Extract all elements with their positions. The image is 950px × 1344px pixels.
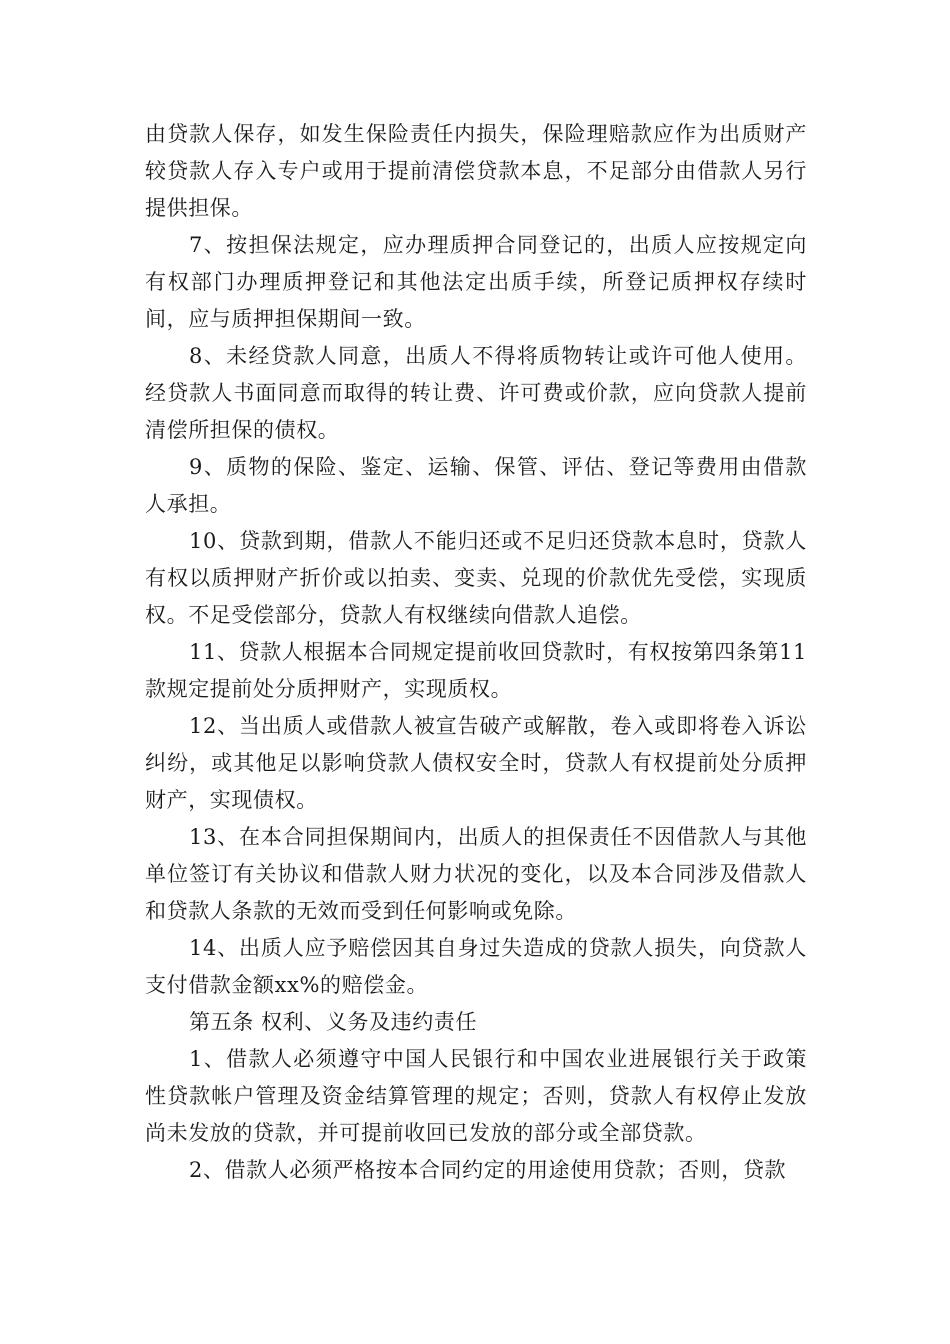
article-5-clause-1: 1、借款人必须遵守中国人民银行和中国农业进展银行关于政策性贷款帐户管理及资金结算管理的规定；否则，贷款人有权停止发放尚未发放的贷款，并可提前收回已发放的部分或全部贷款。 [145,1047,807,1145]
clause-7: 7、按担保法规定，应办理质押合同登记的，出质人应按规定向有权部门办理质押登记和其他法定出质手续，所登记质押权存续时间，应与质押担保期间一致。 [145,233,807,331]
clause-14: 14、出质人应予赔偿因其自身过失造成的贷款人损失，向贷款人支付借款金额xx%的赔偿金。 [145,936,807,997]
clause-10: 10、贷款到期，借款人不能归还或不足归还贷款本息时，贷款人有权以质押财产折价或以拍卖、变卖、兑现的价款优先受偿，实现质权。不足受偿部分，贷款人有权继续向借款人追偿。 [145,529,807,627]
paragraph-continuation: 由贷款人保存，如发生保险责任内损失，保险理赔款应作为出质财产较贷款人存入专户或用于提前清偿贷款本息，不足部分由借款人另行提供担保。 [145,122,807,220]
clause-8: 8、未经贷款人同意，出质人不得将质物转让或许可他人使用。经贷款人书面同意而取得的转让费、许可费或价款，应向贷款人提前清偿所担保的债权。 [145,344,807,442]
article-5-heading: 第五条 权利、义务及违约责任 [189,1010,478,1034]
clause-13: 13、在本合同担保期间内，出质人的担保责任不因借款人与其他单位签订有关协议和借款人财力状况的变化，以及本合同涉及借款人和贷款人条款的无效而受到任何影响或免除。 [145,825,807,923]
clause-11: 11、贷款人根据本合同规定提前收回贷款时，有权按第四条第11款规定提前处分质押财产，实现质权。 [145,640,807,701]
article-5-clause-2: 2、借款人必须严格按本合同约定的用途使用贷款；否则，贷款 [189,1158,787,1182]
clause-12: 12、当出质人或借款人被宣告破产或解散，卷入或即将卷入诉讼纠纷，或其他足以影响贷款人债权安全时，贷款人有权提前处分质押财产，实现债权。 [145,714,807,812]
document-body [145,116,807,1189]
clause-9: 9、质物的保险、鉴定、运输、保管、评估、登记等费用由借款人承担。 [145,455,807,516]
